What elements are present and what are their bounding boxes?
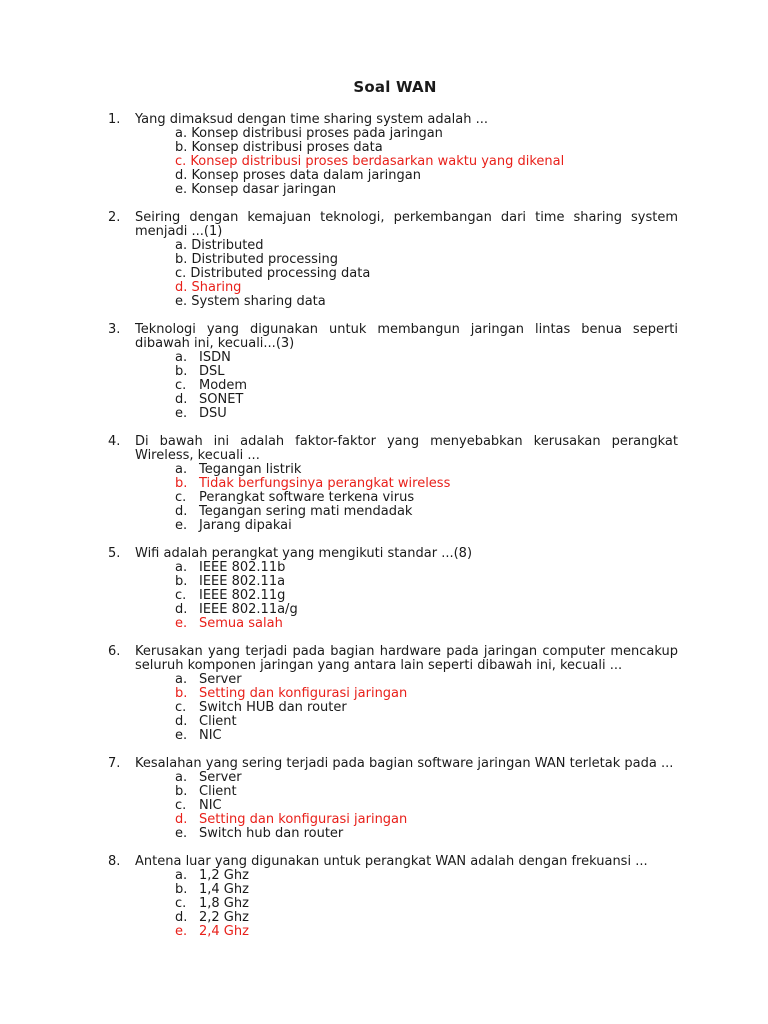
option-letter: e. bbox=[175, 406, 188, 421]
question-3 bbox=[108, 323, 678, 421]
option-letter: c. bbox=[175, 798, 187, 813]
answer-options bbox=[108, 463, 678, 533]
answer-option bbox=[175, 729, 678, 743]
answer-option bbox=[175, 183, 678, 197]
option-text: NIC bbox=[199, 728, 222, 743]
option-text: Tidak berfungsinya perangkat wireless bbox=[199, 476, 451, 491]
option-text: 2,4 Ghz bbox=[199, 924, 249, 939]
option-letter: e. bbox=[175, 924, 188, 939]
question-text: Kesalahan yang sering terjadi pada bagian software jaringan WAN terletak pada ... bbox=[135, 756, 674, 771]
option-letter: b. bbox=[175, 784, 188, 799]
option-text: 1,2 Ghz bbox=[199, 868, 249, 883]
answer-option bbox=[175, 365, 678, 379]
answer-option bbox=[175, 505, 678, 519]
answer-option bbox=[175, 589, 678, 603]
answer-option bbox=[175, 869, 678, 883]
answer-option bbox=[175, 267, 678, 281]
option-text: Konsep distribusi proses pada jaringan bbox=[191, 126, 443, 141]
option-letter: d. bbox=[175, 714, 188, 729]
answer-option-correct bbox=[175, 155, 678, 169]
option-letter: c. bbox=[175, 588, 187, 603]
answer-option bbox=[175, 827, 678, 841]
question-4 bbox=[108, 435, 678, 533]
option-letter: b. bbox=[175, 364, 188, 379]
option-letter: e. bbox=[175, 826, 188, 841]
answer-option bbox=[175, 771, 678, 785]
question-text: Teknologi yang digunakan untuk membangun jaringan lintas benua seperti dibawah ini, kecuali...(3) bbox=[135, 322, 678, 351]
option-text: IEEE 802.11a/g bbox=[199, 602, 298, 617]
answer-options bbox=[108, 239, 678, 309]
answer-option bbox=[175, 603, 678, 617]
answer-option bbox=[175, 253, 678, 267]
option-text: Konsep dasar jaringan bbox=[191, 182, 337, 197]
answer-option bbox=[175, 127, 678, 141]
option-letter: c. bbox=[175, 378, 187, 393]
answer-option bbox=[175, 141, 678, 155]
document-title: Soal WAN bbox=[353, 78, 437, 96]
option-letter: e. bbox=[175, 616, 188, 631]
question-number: 1. bbox=[108, 112, 121, 127]
option-letter: d. bbox=[175, 602, 188, 617]
question-7 bbox=[108, 757, 678, 841]
question-number: 6. bbox=[108, 644, 121, 659]
question-number: 5. bbox=[108, 546, 121, 561]
answer-option-correct bbox=[175, 687, 678, 701]
answer-option bbox=[175, 701, 678, 715]
option-text: 1,8 Ghz bbox=[199, 896, 249, 911]
question-number: 7. bbox=[108, 756, 121, 771]
question-text: Antena luar yang digunakan untuk perangkat WAN adalah dengan frekuansi ... bbox=[135, 854, 648, 869]
option-letter: a. bbox=[175, 868, 188, 883]
answer-option bbox=[175, 561, 678, 575]
question-text: Yang dimaksud dengan time sharing system adalah ... bbox=[135, 112, 488, 127]
answer-option-correct bbox=[175, 477, 678, 491]
answer-option bbox=[175, 575, 678, 589]
answer-option bbox=[175, 491, 678, 505]
answer-options bbox=[108, 351, 678, 421]
option-letter: d. bbox=[175, 504, 188, 519]
option-letter: b. bbox=[175, 882, 188, 897]
option-letter: d. bbox=[175, 168, 188, 183]
option-text: Jarang dipakai bbox=[199, 518, 292, 533]
question-number: 2. bbox=[108, 210, 121, 225]
question-6 bbox=[108, 645, 678, 743]
answer-option-correct bbox=[175, 925, 678, 939]
option-letter: c. bbox=[175, 490, 187, 505]
option-letter: e. bbox=[175, 182, 188, 197]
option-text: Server bbox=[199, 770, 242, 785]
option-text: Server bbox=[199, 672, 242, 687]
answer-option bbox=[175, 785, 678, 799]
option-letter: e. bbox=[175, 294, 188, 309]
answer-option bbox=[175, 715, 678, 729]
answer-option bbox=[175, 519, 678, 533]
option-text: ISDN bbox=[199, 350, 231, 365]
answer-option-correct bbox=[175, 617, 678, 631]
option-letter: d. bbox=[175, 280, 188, 295]
option-text: Setting dan konfigurasi jaringan bbox=[199, 812, 408, 827]
question-number: 4. bbox=[108, 434, 121, 449]
answer-option bbox=[175, 911, 678, 925]
option-letter: a. bbox=[175, 350, 188, 365]
option-letter: d. bbox=[175, 910, 188, 925]
option-text: Client bbox=[199, 784, 237, 799]
option-text: Sharing bbox=[191, 280, 242, 295]
answer-option bbox=[175, 239, 678, 253]
question-text: Seiring dengan kemajuan teknologi, perkembangan dari time sharing system menjadi ...(1) bbox=[135, 210, 678, 239]
option-text: IEEE 802.11g bbox=[199, 588, 286, 603]
option-letter: a. bbox=[175, 126, 188, 141]
option-text: System sharing data bbox=[191, 294, 326, 309]
answer-option bbox=[175, 393, 678, 407]
option-text: Switch HUB dan router bbox=[199, 700, 347, 715]
question-2 bbox=[108, 211, 678, 309]
option-letter: a. bbox=[175, 238, 188, 253]
option-text: Konsep distribusi proses berdasarkan waktu yang dikenal bbox=[190, 154, 565, 169]
option-letter: a. bbox=[175, 560, 188, 575]
option-letter: b. bbox=[175, 476, 188, 491]
option-text: 1,4 Ghz bbox=[199, 882, 249, 897]
option-letter: c. bbox=[175, 700, 187, 715]
option-letter: a. bbox=[175, 672, 188, 687]
answer-option bbox=[175, 883, 678, 897]
answer-options bbox=[108, 869, 678, 939]
option-letter: b. bbox=[175, 252, 188, 267]
question-8 bbox=[108, 855, 678, 939]
option-text: Distributed processing bbox=[191, 252, 339, 267]
option-text: DSU bbox=[199, 406, 227, 421]
option-letter: a. bbox=[175, 770, 188, 785]
answer-options bbox=[108, 771, 678, 841]
answer-option bbox=[175, 799, 678, 813]
question-text: Di bawah ini adalah faktor-faktor yang menyebabkan kerusakan perangkat Wireless, kecuali ... bbox=[135, 434, 678, 463]
option-text: Distributed processing data bbox=[190, 266, 371, 281]
option-text: NIC bbox=[199, 798, 222, 813]
answer-option-correct bbox=[175, 281, 678, 295]
option-letter: b. bbox=[175, 140, 188, 155]
option-letter: e. bbox=[175, 518, 188, 533]
option-letter: d. bbox=[175, 812, 188, 827]
option-letter: c. bbox=[175, 154, 187, 169]
option-text: Modem bbox=[199, 378, 248, 393]
answer-options bbox=[108, 673, 678, 743]
option-text: Perangkat software terkena virus bbox=[199, 490, 415, 505]
option-text: DSL bbox=[199, 364, 225, 379]
option-letter: c. bbox=[175, 896, 187, 911]
answer-option bbox=[175, 407, 678, 421]
answer-option-correct bbox=[175, 813, 678, 827]
option-text: Client bbox=[199, 714, 237, 729]
question-5 bbox=[108, 547, 678, 631]
question-list bbox=[108, 113, 678, 953]
option-text: Semua salah bbox=[199, 616, 283, 631]
option-letter: c. bbox=[175, 266, 187, 281]
option-text: IEEE 802.11a bbox=[199, 574, 286, 589]
option-text: Distributed bbox=[191, 238, 264, 253]
option-text: IEEE 802.11b bbox=[199, 560, 286, 575]
option-text: 2,2 Ghz bbox=[199, 910, 249, 925]
answer-option bbox=[175, 673, 678, 687]
answer-options bbox=[108, 561, 678, 631]
question-number: 3. bbox=[108, 322, 121, 337]
option-letter: a. bbox=[175, 462, 188, 477]
option-letter: b. bbox=[175, 686, 188, 701]
option-text: Setting dan konfigurasi jaringan bbox=[199, 686, 408, 701]
answer-option bbox=[175, 295, 678, 309]
question-text: Kerusakan yang terjadi pada bagian hardware pada jaringan computer mencakup seluruh komponen jaringan yang antara lain seperti dibawah ini, kecuali ... bbox=[135, 644, 678, 673]
option-text: Konsep distribusi proses data bbox=[191, 140, 383, 155]
answer-option bbox=[175, 463, 678, 477]
option-text: Switch hub dan router bbox=[199, 826, 344, 841]
answer-option bbox=[175, 351, 678, 365]
question-number: 8. bbox=[108, 854, 121, 869]
option-letter: e. bbox=[175, 728, 188, 743]
answer-option bbox=[175, 897, 678, 911]
answer-option bbox=[175, 379, 678, 393]
question-text: Wifi adalah perangkat yang mengikuti standar ...(8) bbox=[135, 546, 473, 561]
question-1 bbox=[108, 113, 678, 197]
option-text: Tegangan sering mati mendadak bbox=[199, 504, 413, 519]
option-text: Konsep proses data dalam jaringan bbox=[191, 168, 421, 183]
option-text: Tegangan listrik bbox=[199, 462, 302, 477]
option-letter: b. bbox=[175, 574, 188, 589]
answer-options bbox=[108, 127, 678, 197]
option-text: SONET bbox=[199, 392, 244, 407]
option-letter: d. bbox=[175, 392, 188, 407]
answer-option bbox=[175, 169, 678, 183]
